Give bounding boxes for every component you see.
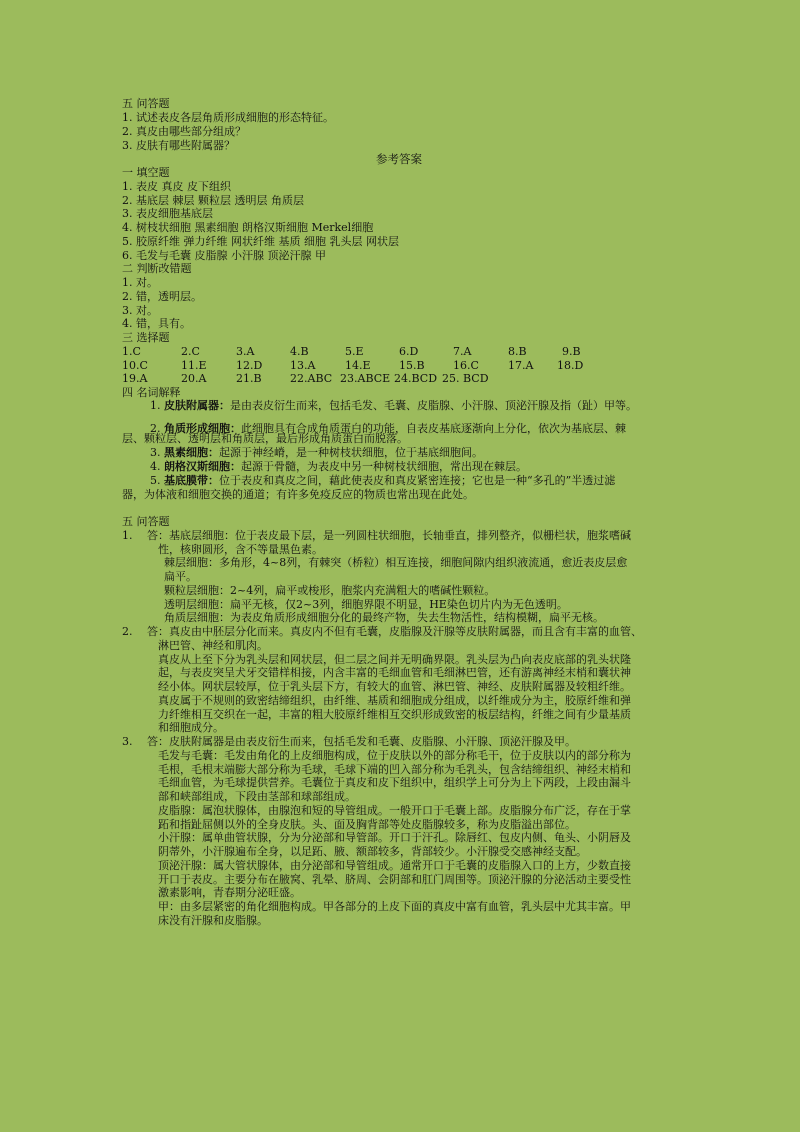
choice-answer: 3.A (236, 345, 255, 358)
term-definition: 此细胞具有合成角质蛋白的功能，自表皮基底逐渐向上分化，依次为基底层、棘 (241, 422, 626, 435)
true-false-item-4: 4. 错，具有。 (122, 317, 191, 330)
choice-answer: 2.C (181, 345, 200, 358)
qa-line: 答：皮肤附属器是由表皮衍生而来，包括毛发和毛囊、皮脂腺、小汗腺、顶泌汗腺及甲。 (147, 735, 576, 748)
qa-line: 床没有汗腺和皮脂腺。 (158, 914, 268, 927)
qa-line: 答：真皮由中胚层分化而来。真皮内不但有毛囊，皮脂腺及汗腺等皮肤附属器，而且含有丰富的血管、 (147, 625, 642, 638)
qa-line: 激素影响，青春期分泌旺盛。 (158, 886, 301, 899)
term-label: 基底膜带： (164, 474, 219, 487)
term-definition: 起源于骨髓，为表皮中另一种树枝状细胞，常出现在棘层。 (241, 460, 527, 473)
top-question-3: 3. 皮肤有哪些附属器？ (122, 139, 235, 152)
fill-blank-item-3: 3. 表皮细胞基底层 (122, 207, 213, 220)
term-number: 5. (150, 474, 161, 487)
qa-line: 力纤维相互交织在一起，丰富的粗大胶原纤维相互交织形成致密的板层结构，纤维之间有少量基质 (158, 708, 631, 721)
choice-answer: 11.E (181, 359, 207, 372)
choice-answer: 4.B (290, 345, 309, 358)
true-false-item-3: 3. 对。 (122, 304, 158, 317)
choice-answer: 25. BCD (442, 372, 489, 385)
qa-line: 颗粒层细胞：2~4列，扁平或梭形，胞浆内充满粗大的嗜碱性颗粒。 (164, 584, 496, 597)
qa-line: 顶泌汗腺：属大管状腺体，由分泌部和导管组成。通常开口于毛囊的皮脂腺入口的上方，少数直接 (158, 859, 631, 872)
qa-line: 真皮从上至下分为乳头层和网状层，但二层之间并无明确界限。乳头层为凸向表皮底部的乳头状隆 (158, 653, 631, 666)
fill-blank-item-6: 6. 毛发与毛囊 皮脂腺 小汗腺 顶泌汗腺 甲 (122, 249, 326, 262)
choice-answer: 6.D (399, 345, 419, 358)
fill-blank-item-5: 5. 胶原纤维 弹力纤维 网状纤维 基质 细胞 乳头层 网状层 (122, 235, 399, 248)
qa-line: 毛发与毛囊：毛发由角化的上皮细胞构成，位于皮肤以外的部分称毛干，位于皮肤以内的部分称为 (158, 749, 631, 762)
qa-line: 甲：由多层紧密的角化细胞构成。甲各部分的上皮下面的真皮中富有血管，乳头层中尤其丰富。甲 (158, 900, 631, 913)
term-definition: 是由表皮衍生而来，包括毛发、毛囊、皮脂腺、小汗腺、顶泌汗腺及指（趾）甲等。 (230, 399, 637, 412)
qa-line: 毛根，毛根末端膨大部分称为毛球，毛球下端的凹入部分称为毛乳头，包含结缔组织、神经末梢和 (158, 763, 631, 776)
qa-number: 1. (122, 529, 133, 542)
term-definition-cont: 层、颗粒层、透明层和角质层，最后形成角质蛋白而脱落。 (122, 432, 408, 445)
fill-blank-item-4: 4. 树枝状细胞 黑素细胞 朗格汉斯细胞 Merkel细胞 (122, 221, 374, 234)
choice-heading: 三 选择题 (122, 331, 170, 344)
term-definition: 位于表皮和真皮之间，藉此使表皮和真皮紧密连接；它也是一种“多孔的”半透过滤 (219, 474, 616, 487)
term-definition-cont: 器，为体液和细胞交换的通道；有许多免疫反应的物质也常出现在此处。 (122, 488, 474, 501)
top-questions-heading: 五 问答题 (122, 97, 170, 110)
choice-answer: 12.D (236, 359, 263, 372)
choice-answer: 23.ABCE (340, 372, 391, 385)
choice-answer: 18.D (557, 359, 584, 372)
qa-heading: 五 问答题 (122, 515, 170, 528)
qa-line: 角质层细胞：为表皮角质形成细胞分化的最终产物，失去生物活性，结构模糊，扁平无核。 (164, 611, 604, 624)
choice-answer: 24.BCD (394, 372, 438, 385)
qa-line: 毛细血管，为毛球提供营养。毛囊位于真皮和皮下组织中，组织学上可分为上下两段，上段由漏斗 (158, 776, 631, 789)
choice-answer: 7.A (453, 345, 472, 358)
qa-line: 起，与表皮突呈犬牙交错样相接，内含丰富的毛细血管和毛细淋巴管，还有游离神经末梢和囊状神 (158, 666, 631, 679)
choice-answer: 21.B (236, 372, 262, 385)
choice-answer: 22.ABC (290, 372, 333, 385)
term-number: 1. (150, 399, 161, 412)
top-question-2: 2. 真皮由哪些部分组成？ (122, 125, 246, 138)
qa-line: 棘层细胞：多角形，4~8列，有棘突（桥粒）相互连接，细胞间隙内组织液流通，愈近表皮层愈 (164, 556, 628, 569)
choice-answer: 1.C (122, 345, 141, 358)
choice-answer: 5.E (345, 345, 364, 358)
qa-line: 开口于表皮。主要分布在腋窝、乳晕、脐周、会阴部和肛门周围等。顶泌汗腺的分泌活动主要受性 (158, 873, 631, 886)
term-definition: 起源于神经嵴，是一种树枝状细胞，位于基底细胞间。 (219, 446, 483, 459)
qa-line: 跖和指趾屈侧以外的全身皮肤。头、面及胸背部等处皮脂腺较多，称为皮脂溢出部位。 (158, 818, 576, 831)
qa-line: 皮脂腺：属泡状腺体，由腺泡和短的导管组成。一般开口于毛囊上部。皮脂腺分布广泛，存在于掌 (158, 804, 631, 817)
qa-number: 2. (122, 625, 133, 638)
choice-answer: 14.E (345, 359, 371, 372)
choice-answer: 8.B (508, 345, 527, 358)
top-question-1: 1. 试述表皮各层角质形成细胞的形态特征。 (122, 111, 334, 124)
true-false-heading: 二 判断改错题 (122, 262, 192, 275)
qa-line: 和细胞成分。 (158, 721, 224, 734)
term-label: 朗格汉斯细胞： (164, 460, 241, 473)
qa-line: 部和峡部组成，下段由茎部和球部组成。 (158, 790, 356, 803)
qa-line: 小汗腺：属单曲管状腺，分为分泌部和导管部。开口于汗孔。除唇红、包皮内侧、龟头、小阴唇及 (158, 831, 631, 844)
term-label: 皮肤附属器： (164, 399, 230, 412)
choice-answer: 16.C (453, 359, 479, 372)
choice-answer: 10.C (122, 359, 148, 372)
term-number: 2. (150, 422, 161, 435)
true-false-item-2: 2. 错，透明层。 (122, 290, 202, 303)
qa-number: 3. (122, 735, 133, 748)
choice-answer: 20.A (181, 372, 207, 385)
fill-blank-item-2: 2. 基底层 棘层 颗粒层 透明层 角质层 (122, 194, 304, 207)
choice-answer: 15.B (399, 359, 425, 372)
qa-line: 透明层细胞：扁平无核，仅2~3列，细胞界限不明显，HE染色切片内为无色透明。 (164, 598, 568, 611)
term-label: 黑素细胞： (164, 446, 219, 459)
qa-line: 真皮属于不规则的致密结缔组织，由纤维、基质和细胞成分组成，以纤维成分为主，胶原纤维和弹 (158, 694, 631, 707)
choice-answer: 13.A (290, 359, 316, 372)
qa-line: 经小体。网状层较厚，位于乳头层下方，有较大的血管、淋巴管、神经、皮肤附属器及较粗纤维。 (158, 680, 631, 693)
qa-line: 淋巴管、神经和肌肉。 (158, 639, 268, 652)
qa-line: 扁平。 (164, 570, 197, 583)
qa-line: 答：基底层细胞：位于表皮最下层，是一列圆柱状细胞，长轴垂直，排列整齐，似栅栏状，胞浆嗜碱 (147, 529, 631, 542)
true-false-item-1: 1. 对。 (122, 276, 158, 289)
choice-answer: 19.A (122, 372, 148, 385)
answers-title: 参考答案 (376, 152, 422, 166)
fill-blank-item-1: 1. 表皮 真皮 皮下组织 (122, 180, 231, 193)
choice-answer: 9.B (562, 345, 581, 358)
term-label: 角质形成细胞： (164, 422, 241, 435)
choice-answer: 17.A (508, 359, 534, 372)
qa-line: 性，核卵圆形，含不等量黑色素。 (158, 543, 323, 556)
term-number: 4. (150, 460, 161, 473)
qa-line: 阴蒂外，小汗腺遍布全身，以足跖、腋、额部较多，背部较少。小汗腺受交感神经支配。 (158, 845, 587, 858)
fill-blank-heading: 一 填空题 (122, 166, 170, 179)
terms-heading: 四 名词解释 (122, 386, 181, 399)
term-number: 3. (150, 446, 161, 459)
